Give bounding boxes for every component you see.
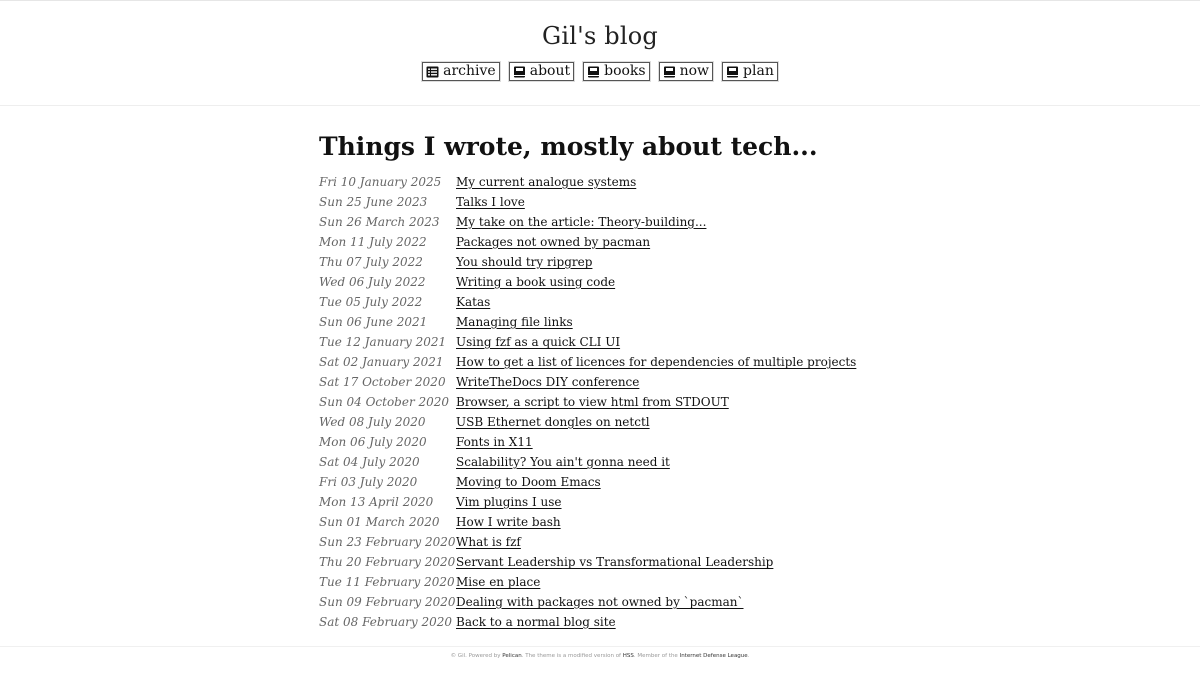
book-icon [513,66,526,78]
post-link[interactable]: How I write bash [456,515,561,529]
post-link[interactable]: WriteTheDocs DIY conference [456,375,640,389]
post-link[interactable]: What is fzf [456,535,521,549]
page-title: Things I wrote, mostly about tech... [319,132,818,161]
post-date: Mon 11 July 2022 [319,235,427,249]
post-link[interactable]: Katas [456,295,491,309]
post-link[interactable]: USB Ethernet dongles on netctl [456,415,650,429]
nav-plan-label: plan [743,63,774,79]
list-item [319,432,939,452]
post-link[interactable]: Packages not owned by pacman [456,235,651,249]
post-date: Sun 25 June 2023 [319,195,428,209]
post-link[interactable]: My take on the article: Theory-building... [456,215,707,229]
post-date: Thu 20 February 2020 [319,555,456,569]
main-nav [0,62,1200,81]
footer-theme-text: . The theme is a modified version of [521,653,623,659]
list-item [319,612,939,632]
list-item [319,312,939,332]
list-item [319,472,939,492]
post-date: Sat 17 October 2020 [319,375,446,389]
nav-about[interactable] [509,62,574,81]
site-footer [0,646,1200,675]
book-icon [663,66,676,78]
post-link[interactable]: Scalability? You ain't gonna need it [456,455,670,469]
post-date: Sun 09 February 2020 [319,595,456,609]
list-item [319,272,939,292]
nav-now-label: now [679,63,710,79]
post-date: Sat 04 July 2020 [319,455,420,469]
list-item [319,172,939,192]
nav-books-label: books [604,63,646,79]
post-link[interactable]: Writing a book using code [456,275,616,289]
nav-about-label: about [529,63,571,79]
site-title[interactable]: Gil's blog [542,22,658,50]
post-date: Fri 10 January 2025 [319,175,442,189]
footer-hss-link[interactable]: HSS [622,653,634,659]
list-item [319,232,939,252]
post-date: Sat 08 February 2020 [319,615,453,629]
footer-end: . [747,653,750,659]
list-item [319,192,939,212]
post-date: Fri 03 July 2020 [319,475,418,489]
book-icon [726,66,739,78]
post-date: Tue 11 February 2020 [319,575,455,589]
list-item [319,412,939,432]
footer-pelican-link[interactable]: Pelican [502,653,522,659]
list-item [319,452,939,472]
post-date: Mon 13 April 2020 [319,495,434,509]
post-date: Wed 08 July 2020 [319,415,426,429]
post-date: Sat 02 January 2021 [319,355,444,369]
post-date: Wed 06 July 2022 [319,275,426,289]
nav-archive-label: archive [443,63,496,79]
post-date: Mon 06 July 2020 [319,435,427,449]
post-link[interactable]: Mise en place [456,575,541,589]
list-item [319,592,939,612]
main-content [319,128,939,632]
post-date: Sun 23 February 2020 [319,535,456,549]
list-item [319,572,939,592]
post-date: Thu 07 July 2022 [319,255,423,269]
list-item [319,392,939,412]
site-header [0,0,1200,106]
post-link[interactable]: Dealing with packages not owned by `pacman` [456,595,744,609]
footer-member-text: . Member of the [633,653,680,659]
post-date: Tue 12 January 2021 [319,335,447,349]
list-item [319,332,939,352]
list-item [319,352,939,372]
post-link[interactable]: Back to a normal blog site [456,615,616,629]
post-link[interactable]: My current analogue systems [456,175,637,189]
post-link[interactable]: Servant Leadership vs Transformational Leadership [456,555,774,569]
post-date: Tue 05 July 2022 [319,295,423,309]
nav-plan[interactable] [722,62,778,81]
post-link[interactable]: Talks I love [456,195,525,209]
post-link[interactable]: Vim plugins I use [456,495,562,509]
nav-now[interactable] [659,62,713,81]
list-icon [426,66,439,78]
list-item [319,492,939,512]
post-link[interactable]: Managing file links [456,315,573,329]
book-icon [587,66,600,78]
post-link[interactable]: You should try ripgrep [456,255,593,269]
list-item [319,212,939,232]
footer-league-link[interactable]: Internet Defense League [679,653,748,659]
nav-archive[interactable] [422,62,500,81]
post-link[interactable]: Fonts in X11 [456,435,533,449]
list-item [319,532,939,552]
post-date: Sun 06 June 2021 [319,315,428,329]
footer-copyright: © Gil. Powered by [450,653,503,659]
list-item [319,372,939,392]
post-link[interactable]: Moving to Doom Emacs [456,475,601,489]
list-item [319,252,939,272]
post-link[interactable]: Using fzf as a quick CLI UI [456,335,621,349]
nav-books[interactable] [583,62,650,81]
list-item [319,292,939,312]
list-item [319,512,939,532]
post-link[interactable]: How to get a list of licences for dependencies of multiple projects [456,355,857,369]
post-list [319,172,939,632]
post-date: Sun 04 October 2020 [319,395,450,409]
list-item [319,552,939,572]
post-link[interactable]: Browser, a script to view html from STDOUT [456,395,729,409]
post-date: Sun 26 March 2023 [319,215,440,229]
post-date: Sun 01 March 2020 [319,515,440,529]
